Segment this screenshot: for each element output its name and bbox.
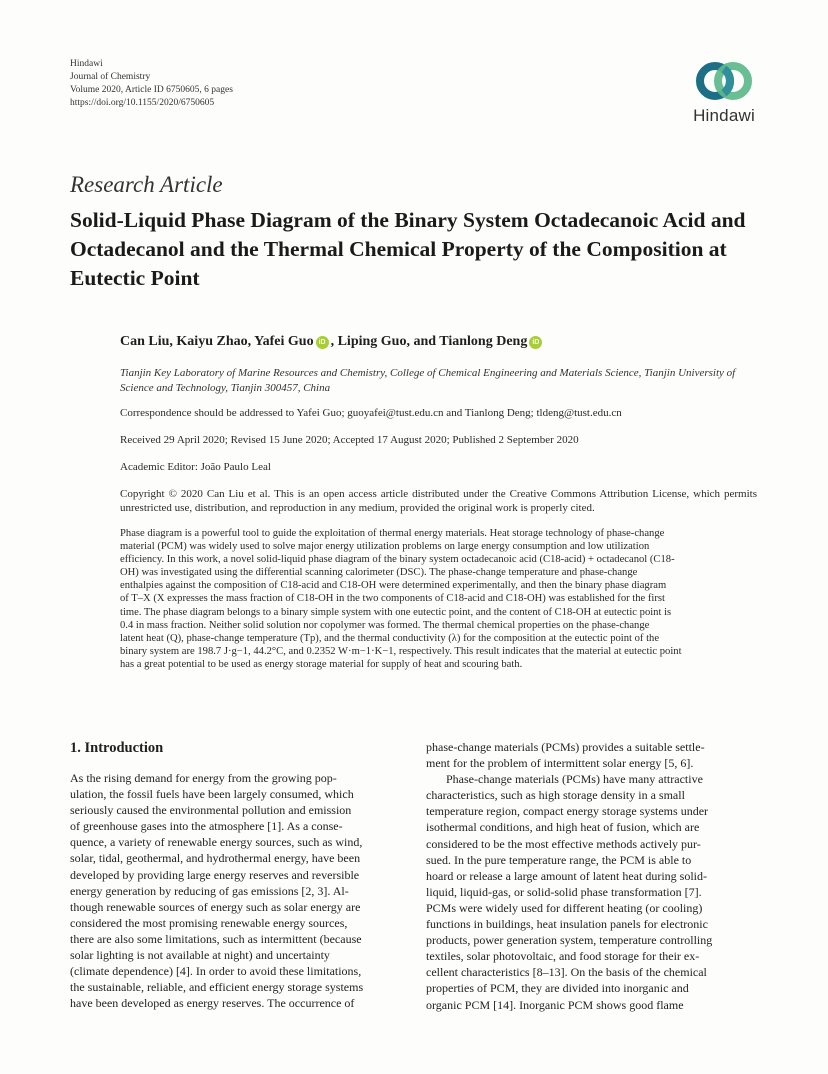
abstract-line: latent heat (Q), phase-change temperature (Tp), and the thermal conductivity (λ) for the composition at the eutectic point of the (120, 632, 660, 644)
body-line: developed by providing large energy reserves and reversible (70, 867, 360, 882)
authors-part-2: , Liping Guo, and Tianlong Deng (330, 334, 528, 349)
journal-name: Journal of Chemistry (70, 72, 151, 82)
body-line: solar, tidal, geothermal, and hydrothermal energy, have been (70, 851, 361, 866)
hindawi-logo (684, 58, 764, 134)
body-line: sued. In the pure temperature range, the PCM is able to (426, 852, 692, 867)
body-line: isothermal conditions, and high heat of fusion, which are (426, 820, 700, 835)
hindawi-logo-icon (691, 58, 757, 104)
body-line: textiles, solar photovoltaic, and food storage for their ex- (426, 949, 700, 964)
author-list (120, 334, 544, 350)
body-line: considered the most promising renewable energy sources, (70, 915, 348, 930)
body-column-left (70, 770, 403, 1011)
volume-info: Volume 2020, Article ID 6750605, 6 pages (70, 85, 233, 95)
body-line: phase-change materials (PCMs) provides a suitable settle- (426, 740, 705, 754)
body-line: temperature region, compact energy storage systems under (426, 804, 709, 819)
abstract (120, 527, 757, 671)
abstract-line: efficiency. In this work, a novel solid-liquid phase diagram of the binary system octadecanoic acid (C18-acid) + octadecanol (C18- (120, 554, 675, 566)
body-line: hoard or release a large amount of latent heat during solid- (426, 868, 708, 883)
abstract-line: enthalpies against the composition of C18-acid and C18-OH were determined experimentally, and then the binary phase diagram (120, 580, 667, 592)
body-line: PCMs were widely used for different heating (or cooling) (426, 900, 703, 915)
body-line: there are also some limitations, such as intermittent (because (70, 931, 362, 946)
publisher-name: Hindawi (70, 59, 103, 69)
orcid-icon[interactable]: iD (316, 336, 329, 349)
body-line: properties of PCM, they are divided into inorganic and (426, 981, 689, 996)
copyright-notice: Copyright © 2020 Can Liu et al. This is an open access article distributed under the Creative Commons Attribution License, which permits unrestricted use, distribution, and reproduction in any medium, provided the original work is properly cited. (120, 488, 757, 514)
abstract-line: OH) was investigated using the differential scanning calorimeter (DSC). The phase-change temperature and phase-change (120, 567, 638, 579)
correspondence: Correspondence should be addressed to Yafei Guo; guoyafei@tust.edu.cn and Tianlong Deng; tldeng@tust.edu.cn (120, 407, 622, 419)
body-line: Phase-change materials (PCMs) have many attractive (446, 772, 703, 787)
abstract-line: of T–X (X expresses the mass fraction of C18-OH in the two components of C18-acid and C18-OH) was established for the first (120, 593, 665, 605)
abstract-line: Phase diagram is a powerful tool to guide the exploitation of thermal energy materials. Heat storage technology of phase-change (120, 528, 665, 539)
publication-dates: Received 29 April 2020; Revised 15 June 2020; Accepted 17 August 2020; Published 2 September 2020 (120, 434, 579, 446)
section-heading: 1. Introduction (70, 740, 164, 756)
affiliation: Tianjin Key Laboratory of Marine Resources and Chemistry, College of Chemical Engineering and Materials Science, Tianjin University of Science and Technology, Tianjin 300457, China (120, 367, 736, 394)
body-line: though renewable sources of energy such as solar energy are (70, 899, 361, 914)
abstract-line: time. The phase diagram belongs to a binary simple system with one eutectic point, and the content of C18-OH at eutectic point is (120, 606, 672, 618)
body-line: organic PCM [14]. Inorganic PCM shows good flame (426, 997, 684, 1012)
article-type: Research Article (70, 172, 223, 197)
abstract-line: material (PCM) was widely used to solve major energy utilization problems on large energy consumption and low utilization (120, 541, 650, 553)
body-line: energy generation by reducing of gas emissions [2, 3]. Al- (70, 883, 349, 898)
orcid-icon[interactable]: iD (529, 336, 542, 349)
doi-link[interactable]: https://doi.org/10.1155/2020/6750605 (70, 98, 215, 108)
body-line: products, power generation system, temperature controlling (426, 933, 713, 948)
body-line: seriously caused the environmental pollution and emission (70, 803, 352, 818)
authors-part-1: Can Liu, Kaiyu Zhao, Yafei Guo (120, 334, 314, 349)
abstract-line: 0.4 in mass fraction. Neither solid solution nor copolymer was formed. The thermal chemical properties on the phase-change (120, 619, 650, 631)
body-line: the sustainable, reliable, and efficient energy storage systems (70, 980, 364, 995)
body-line: ulation, the fossil fuels have been largely consumed, which (70, 787, 354, 802)
abstract-line: binary system are 198.7 J·g−1, 44.2°C, and 0.2352 W·m−1·K−1, respectively. This result indicates that the material at eutectic point (120, 645, 682, 657)
academic-editor: Academic Editor: João Paulo Leal (120, 461, 271, 473)
body-line: (climate dependence) [4]. In order to avoid these limitations, (70, 964, 362, 979)
body-line: liquid, liquid-gas, or solid-solid phase transformation [7]. (426, 884, 702, 899)
body-line: functions in buildings, heat insulation panels for electronic (426, 917, 708, 932)
body-line: quence, a variety of renewable energy sources, such as wind, (70, 835, 363, 850)
body-column-right (426, 739, 757, 1013)
body-line: have been developed as energy reserves. The occurrence of (70, 996, 355, 1011)
journal-metadata (70, 58, 233, 110)
body-line: solar lighting is not available at night) and uncertainty (70, 948, 330, 963)
body-line: characteristics, such as high storage density in a small (426, 788, 685, 803)
abstract-line: has a great potential to be used as energy storage material for supply of heat and scouring bath. (120, 658, 523, 670)
body-line: of greenhouse gases into the atmosphere [1]. As a conse- (70, 819, 343, 834)
body-line: cellent characteristics [8–13]. On the basis of the chemical (426, 965, 707, 980)
logo-text: Hindawi (693, 106, 755, 125)
body-line: considered to be the most effective methods actively pur- (426, 836, 701, 851)
body-line: As the rising demand for energy from the growing pop- (70, 771, 337, 785)
paper-title: Solid-Liquid Phase Diagram of the Binary System Octadecanoic Acid and Octadecanol and the Thermal Chemical Property of the Composition at Eutectic Point (70, 208, 746, 290)
body-line: ment for the problem of intermittent solar energy [5, 6]. (426, 756, 694, 771)
